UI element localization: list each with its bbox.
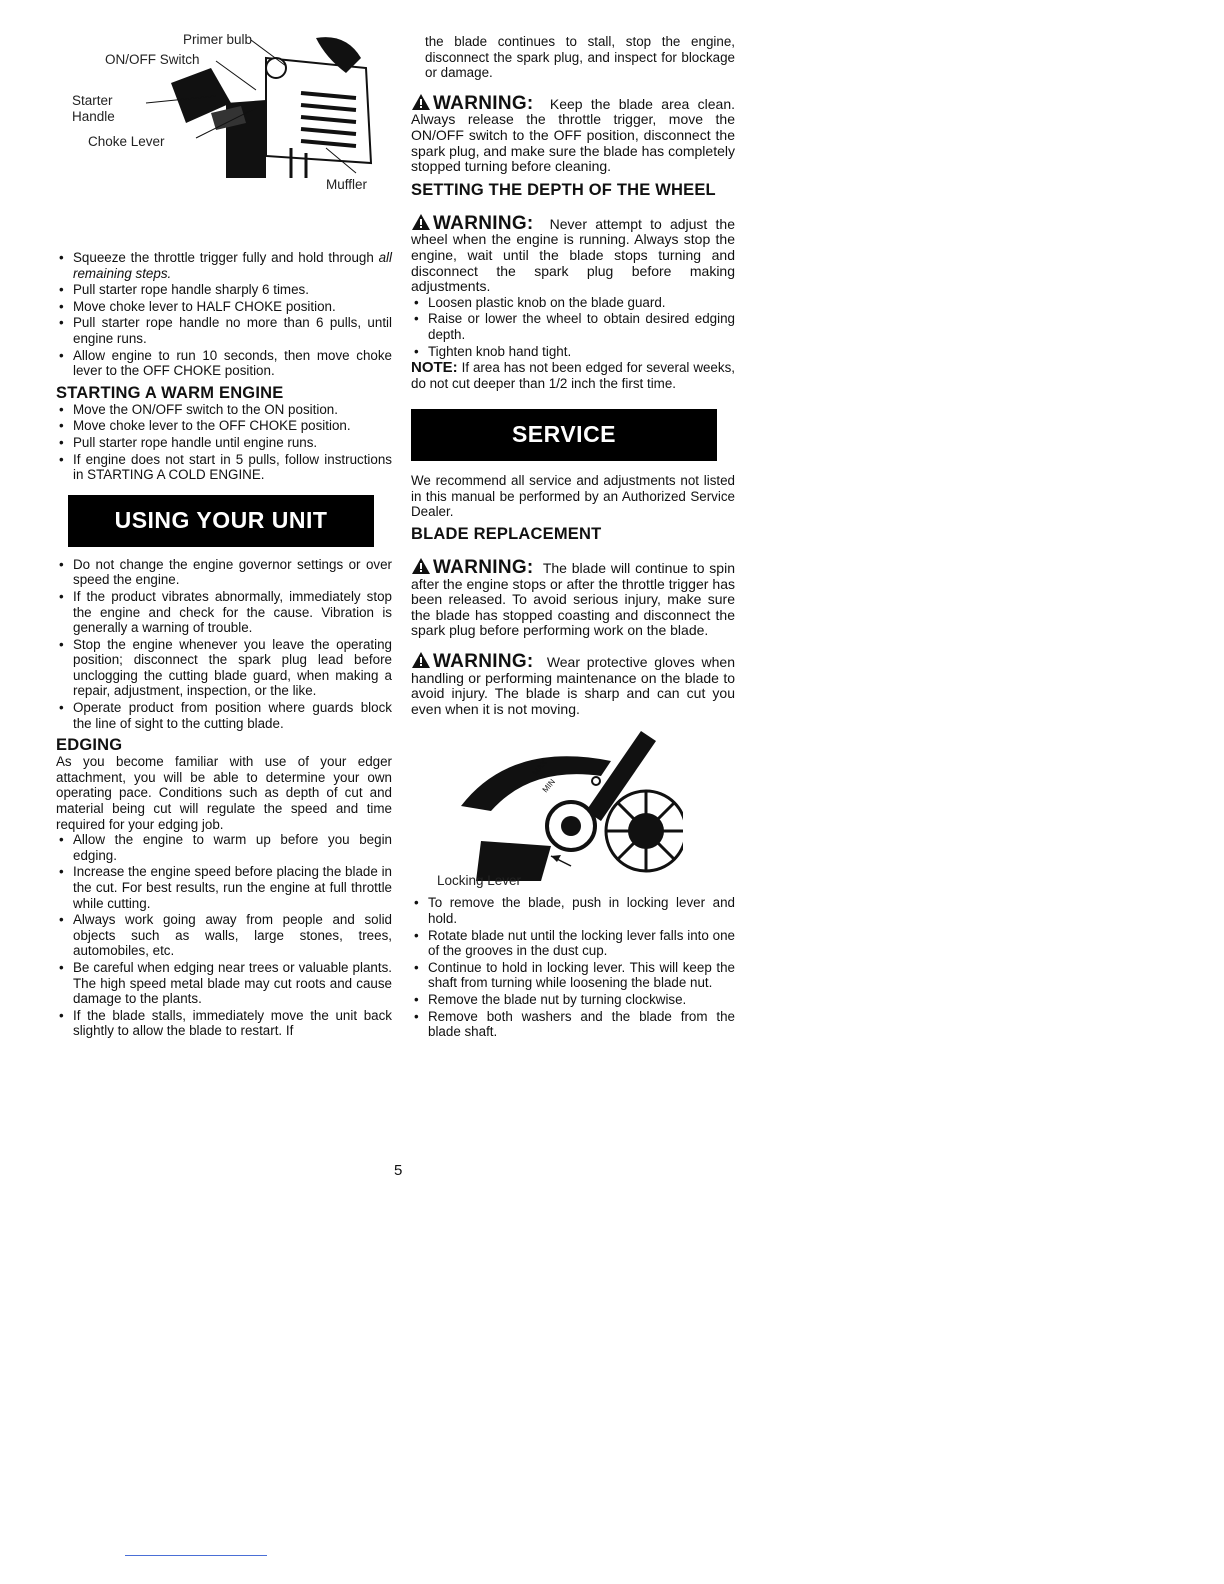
starter-handle-label: Starter Handle	[72, 93, 115, 124]
warning-blade-area: WARNING: Keep the blade area clean. Always release the throttle trigger, move the ON/OFF switch to the OFF position, disconnect the spark plug, and make sure the blade has completely stopped turning before cleaning.	[411, 92, 735, 175]
blade-illustration	[451, 731, 683, 881]
list-item: • If the product vibrates abnormally, immediately stop the engine and check for the cause. Vibration is generally a warning of trouble.	[56, 589, 392, 636]
list-item: • Move choke lever to HALF CHOKE position.	[56, 299, 392, 315]
depth-heading: SETTING THE DEPTH OF THE WHEEL	[411, 180, 716, 199]
warning-icon	[411, 213, 431, 231]
right-column	[411, 34, 735, 1041]
edging-heading: EDGING	[56, 736, 123, 755]
list-item: • Allow engine to run 10 seconds, then move choke lever to the OFF CHOKE position.	[56, 348, 392, 379]
cold-start-steps	[56, 250, 392, 379]
blade-removal-list	[411, 895, 735, 1039]
min-mark: MIN	[540, 777, 557, 795]
page-number: 5	[394, 1162, 403, 1179]
list-item: • Move choke lever to the OFF CHOKE position.	[56, 418, 392, 434]
list-item: • Pull starter rope handle sharply 6 times.	[56, 282, 392, 298]
blade-replacement-heading: BLADE REPLACEMENT	[411, 525, 602, 544]
using-unit-list	[56, 557, 392, 732]
edging-intro: As you become familiar with use of your edger attachment, you will be able to determine your own operating pace. Conditions such as depth of cut and material being cut will regulate the speed and time required for your edging job.	[56, 754, 392, 832]
list-item: • Remove the blade nut by turning clockwise.	[411, 992, 735, 1008]
list-item: • Loosen plastic knob on the blade guard.	[411, 295, 735, 311]
footer-rule	[125, 1555, 267, 1556]
list-item: • Tighten knob hand tight.	[411, 344, 735, 360]
list-item: • If engine does not start in 5 pulls, follow instructions in STARTING A COLD ENGINE.	[56, 452, 392, 483]
service-text: We recommend all service and adjustments not listed in this manual be performed by an Authorized Service Dealer.	[411, 473, 735, 520]
primer-bulb-label: Primer bulb	[183, 32, 253, 47]
list-item: • Remove both washers and the blade from the blade shaft.	[411, 1009, 735, 1040]
max-mark: MAX	[530, 758, 549, 778]
warm-engine-heading: STARTING A WARM ENGINE	[56, 383, 284, 402]
edging-list	[56, 832, 392, 1039]
warning-icon	[411, 651, 431, 669]
engine-figure	[56, 28, 392, 250]
left-column	[56, 0, 392, 1040]
locking-lever-label: Locking Lever	[437, 873, 522, 889]
warning-blade-spin: WARNING: The blade will continue to spin after the engine stops or after the throttle trigger has been released. To avoid serious injury, make sure the blade has stopped coasting and disconnect the spark plug before performing work on the blade.	[411, 557, 735, 639]
warm-engine-steps	[56, 402, 392, 483]
list-item: • Continue to hold in locking lever. This will keep the shaft from turning while loosening the blade nut.	[411, 960, 735, 991]
warning-icon	[411, 93, 431, 111]
stall-continuation-text: the blade continues to stall, stop the engine, disconnect the spark plug, and inspect for blockage or damage.	[425, 34, 735, 81]
depth-list	[411, 295, 735, 359]
list-item: • Increase the engine speed before placing the blade in the cut. For best results, run the engine at full throttle while cutting.	[56, 864, 392, 911]
using-your-unit-banner: USING YOUR UNIT	[68, 495, 374, 547]
list-item: • Move the ON/OFF switch to the ON position.	[56, 402, 392, 418]
list-item: • Always work going away from people and solid objects such as walls, large stones, trees, automobiles, etc.	[56, 912, 392, 959]
choke-lever-label: Choke Lever	[88, 134, 165, 149]
warning-wheel: WARNING: Never attempt to adjust the wheel when the engine is running. Always stop the engine, wait until the blade stops turning and disconnect the spark plug before making adjustments.	[411, 212, 735, 295]
list-item: • Rotate blade nut until the locking lever falls into one of the grooves in the dust cup.	[411, 928, 735, 959]
list-item: • To remove the blade, push in locking lever and hold.	[411, 895, 735, 926]
list-item: • Raise or lower the wheel to obtain desired edging depth.	[411, 311, 735, 342]
list-item: • Squeeze the throttle trigger fully and hold through all remaining steps.	[56, 250, 392, 281]
depth-note: NOTE: If area has not been edged for several weeks, do not cut deeper than 1/2 inch the first time.	[411, 359, 735, 391]
warning-gloves: WARNING: Wear protective gloves when handling or performing maintenance on the blade to avoid injury. The blade is sharp and can cut you even when it is not moving.	[411, 651, 736, 717]
list-item: • Stop the engine whenever you leave the operating position; disconnect the spark plug lead before unclogging the cutting blade guard, when making a repair, adjustment, inspection, or the like.	[56, 637, 392, 699]
warning-icon	[411, 557, 431, 575]
engine-illustration	[116, 28, 376, 178]
list-item: • Allow the engine to warm up before you begin edging.	[56, 832, 392, 863]
list-item: • Pull starter rope handle no more than 6 pulls, until engine runs.	[56, 315, 392, 346]
muffler-label: Muffler	[326, 177, 368, 192]
service-banner: SERVICE	[411, 409, 717, 461]
list-item: • Be careful when edging near trees or valuable plants. The high speed metal blade may cut roots and cause damage to the plants.	[56, 960, 392, 1007]
list-item: • Do not change the engine governor settings or over speed the engine.	[56, 557, 392, 588]
list-item: • Operate product from position where guards block the line of sight to the cutting blade.	[56, 700, 392, 731]
blade-figure	[411, 731, 735, 893]
list-item: • Pull starter rope handle until engine runs.	[56, 435, 392, 451]
list-item: • If the blade stalls, immediately move the unit back slightly to allow the blade to restart. If	[56, 1008, 392, 1039]
on-off-switch-label: ON/OFF Switch	[105, 52, 200, 67]
